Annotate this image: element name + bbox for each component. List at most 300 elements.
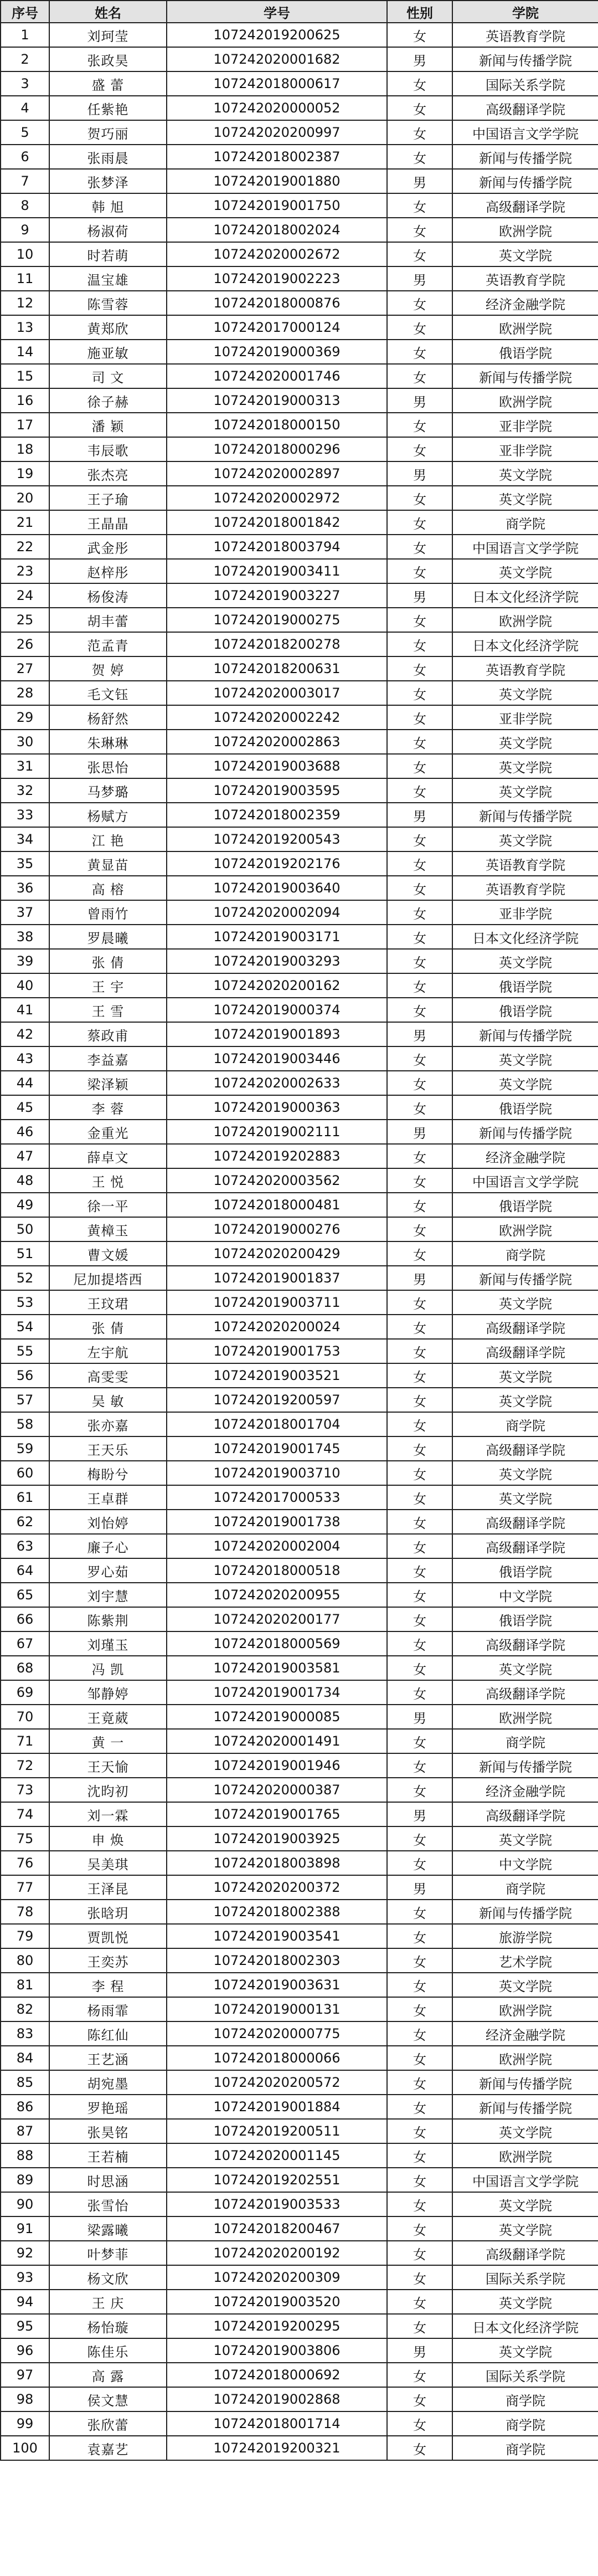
cell-name: 侯文慧 (49, 2387, 167, 2411)
cell-college: 新闻与传播学院 (452, 169, 598, 193)
cell-serial-number: 3 (1, 71, 49, 96)
cell-gender: 女 (387, 1412, 452, 1436)
table-row (1, 437, 598, 461)
cell-college: 英文学院 (452, 778, 598, 803)
cell-name: 尼加提塔西 (49, 1266, 167, 1290)
cell-student-id: 107242020002004 (167, 1534, 387, 1558)
table-row (1, 1315, 598, 1339)
cell-serial-number: 33 (1, 803, 49, 827)
cell-college: 欧洲学院 (452, 388, 598, 413)
cell-college: 商学院 (452, 2387, 598, 2411)
cell-gender: 女 (387, 2363, 452, 2387)
cell-student-id: 107242020002672 (167, 242, 387, 266)
cell-name: 江 艳 (49, 827, 167, 851)
cell-college: 英文学院 (452, 461, 598, 486)
cell-gender: 女 (387, 730, 452, 754)
cell-name: 朱琳琳 (49, 730, 167, 754)
cell-name: 杨赋方 (49, 803, 167, 827)
table-body (1, 23, 598, 2460)
cell-student-id: 107242018002024 (167, 218, 387, 242)
table-row (1, 2119, 598, 2143)
cell-name: 张亦嘉 (49, 1412, 167, 1436)
cell-serial-number: 72 (1, 1753, 49, 1778)
table-row (1, 1144, 598, 1168)
cell-name: 蔡政甫 (49, 1022, 167, 1046)
cell-name: 高 榕 (49, 876, 167, 900)
cell-serial-number: 91 (1, 2216, 49, 2241)
cell-name: 张政昊 (49, 47, 167, 71)
cell-serial-number: 10 (1, 242, 49, 266)
cell-serial-number: 13 (1, 315, 49, 340)
cell-college: 经济金融学院 (452, 291, 598, 315)
cell-name: 高雯雯 (49, 1363, 167, 1388)
cell-college: 英文学院 (452, 827, 598, 851)
cell-college: 国际关系学院 (452, 71, 598, 96)
table-row (1, 1826, 598, 1851)
cell-college: 英文学院 (452, 1290, 598, 1315)
cell-gender: 女 (387, 340, 452, 364)
cell-student-id: 107242019001946 (167, 1753, 387, 1778)
cell-serial-number: 87 (1, 2119, 49, 2143)
cell-gender: 女 (387, 2290, 452, 2314)
cell-college: 商学院 (452, 2436, 598, 2460)
cell-college: 亚非学院 (452, 413, 598, 437)
table-row (1, 2363, 598, 2387)
cell-name: 袁嘉艺 (49, 2436, 167, 2460)
cell-serial-number: 68 (1, 1656, 49, 1680)
cell-college: 日本文化经济学院 (452, 583, 598, 608)
header-gender: 性别 (387, 1, 452, 23)
cell-gender: 女 (387, 1363, 452, 1388)
cell-college: 俄语学院 (452, 1193, 598, 1217)
table-row (1, 1802, 598, 1826)
cell-gender: 女 (387, 827, 452, 851)
table-row (1, 876, 598, 900)
cell-gender: 女 (387, 608, 452, 632)
cell-student-id: 107242019001738 (167, 1510, 387, 1534)
cell-college: 英文学院 (452, 2216, 598, 2241)
cell-college: 俄语学院 (452, 973, 598, 998)
cell-name: 温宝雄 (49, 266, 167, 291)
table-row (1, 2436, 598, 2460)
cell-college: 经济金融学院 (452, 1778, 598, 1802)
cell-serial-number: 51 (1, 1241, 49, 1266)
cell-gender: 女 (387, 145, 452, 169)
cell-name: 黄樟玉 (49, 1217, 167, 1241)
cell-college: 高级翻译学院 (452, 1510, 598, 1534)
table-row (1, 1656, 598, 1680)
cell-serial-number: 80 (1, 1948, 49, 1973)
table-row (1, 193, 598, 218)
cell-gender: 女 (387, 193, 452, 218)
cell-college: 英语教育学院 (452, 23, 598, 47)
cell-serial-number: 57 (1, 1388, 49, 1412)
cell-name: 王若楠 (49, 2143, 167, 2168)
cell-student-id: 107242019000131 (167, 1997, 387, 2021)
table-row (1, 535, 598, 559)
cell-student-id: 107242020200372 (167, 1875, 387, 1900)
table-row (1, 2021, 598, 2046)
cell-college: 中国语言文学学院 (452, 1168, 598, 1193)
cell-name: 王晶晶 (49, 510, 167, 535)
cell-college: 英文学院 (452, 1973, 598, 1997)
cell-name: 陈佳乐 (49, 2338, 167, 2363)
cell-gender: 男 (387, 1266, 452, 1290)
table-row (1, 1753, 598, 1778)
cell-name: 申 焕 (49, 1826, 167, 1851)
cell-student-id: 107242019000363 (167, 1095, 387, 1120)
cell-serial-number: 11 (1, 266, 49, 291)
cell-student-id: 107242019003227 (167, 583, 387, 608)
cell-college: 高级翻译学院 (452, 1315, 598, 1339)
cell-student-id: 107242019002868 (167, 2387, 387, 2411)
cell-name: 王天乐 (49, 1436, 167, 1461)
cell-college: 英文学院 (452, 1461, 598, 1485)
cell-serial-number: 35 (1, 851, 49, 876)
cell-gender: 女 (387, 364, 452, 388)
table-row (1, 1412, 598, 1436)
cell-college: 英文学院 (452, 1485, 598, 1510)
cell-name: 陈雪蓉 (49, 291, 167, 315)
table-row (1, 1510, 598, 1534)
cell-serial-number: 24 (1, 583, 49, 608)
cell-college: 英语教育学院 (452, 266, 598, 291)
cell-gender: 女 (387, 96, 452, 120)
cell-student-id: 107242018000066 (167, 2046, 387, 2070)
table-row (1, 1607, 598, 1631)
table-row (1, 681, 598, 705)
cell-student-id: 107242018002303 (167, 1948, 387, 1973)
cell-name: 杨雨霏 (49, 1997, 167, 2021)
cell-name: 任紫艳 (49, 96, 167, 120)
table-row (1, 1266, 598, 1290)
cell-name: 薛卓文 (49, 1144, 167, 1168)
table-row (1, 1436, 598, 1461)
table-row (1, 2314, 598, 2338)
cell-student-id: 107242018000481 (167, 1193, 387, 1217)
cell-student-id: 107242019200295 (167, 2314, 387, 2338)
cell-college: 英文学院 (452, 1363, 598, 1388)
cell-college: 欧洲学院 (452, 315, 598, 340)
cell-student-id: 107242018000518 (167, 1558, 387, 1583)
cell-student-id: 107242019200597 (167, 1388, 387, 1412)
cell-name: 徐子赫 (49, 388, 167, 413)
cell-student-id: 107242019003688 (167, 754, 387, 778)
cell-name: 罗艳瑶 (49, 2095, 167, 2119)
cell-student-id: 107242019000374 (167, 998, 387, 1022)
cell-serial-number: 31 (1, 754, 49, 778)
cell-serial-number: 23 (1, 559, 49, 583)
cell-serial-number: 93 (1, 2265, 49, 2290)
cell-student-id: 107242019000276 (167, 1217, 387, 1241)
cell-student-id: 107242018001714 (167, 2411, 387, 2436)
cell-gender: 女 (387, 754, 452, 778)
cell-college: 英文学院 (452, 559, 598, 583)
cell-college: 商学院 (452, 2411, 598, 2436)
cell-serial-number: 39 (1, 949, 49, 973)
cell-name: 王卓群 (49, 1485, 167, 1510)
table-row (1, 827, 598, 851)
cell-gender: 男 (387, 388, 452, 413)
cell-gender: 女 (387, 900, 452, 925)
cell-gender: 女 (387, 1339, 452, 1363)
cell-gender: 女 (387, 2192, 452, 2216)
cell-name: 李 程 (49, 1973, 167, 1997)
cell-college: 俄语学院 (452, 1607, 598, 1631)
table-row (1, 120, 598, 145)
cell-serial-number: 45 (1, 1095, 49, 1120)
cell-gender: 女 (387, 1290, 452, 1315)
cell-name: 张 倩 (49, 1315, 167, 1339)
cell-name: 左宇航 (49, 1339, 167, 1363)
cell-serial-number: 4 (1, 96, 49, 120)
table-row (1, 608, 598, 632)
cell-serial-number: 54 (1, 1315, 49, 1339)
cell-name: 潘 颖 (49, 413, 167, 437)
cell-student-id: 107242020003017 (167, 681, 387, 705)
cell-gender: 女 (387, 2143, 452, 2168)
cell-college: 欧洲学院 (452, 218, 598, 242)
cell-college: 高级翻译学院 (452, 1802, 598, 1826)
cell-serial-number: 56 (1, 1363, 49, 1388)
cell-student-id: 107242018002388 (167, 1900, 387, 1924)
cell-college: 俄语学院 (452, 340, 598, 364)
cell-serial-number: 34 (1, 827, 49, 851)
cell-gender: 女 (387, 2095, 452, 2119)
cell-student-id: 107242018001704 (167, 1412, 387, 1436)
cell-student-id: 107242018003794 (167, 535, 387, 559)
table-row (1, 559, 598, 583)
cell-student-id: 107242019001745 (167, 1436, 387, 1461)
cell-gender: 女 (387, 1461, 452, 1485)
cell-serial-number: 55 (1, 1339, 49, 1363)
cell-college: 新闻与传播学院 (452, 1022, 598, 1046)
cell-serial-number: 97 (1, 2363, 49, 2387)
cell-name: 胡宛墨 (49, 2070, 167, 2095)
cell-college: 新闻与传播学院 (452, 1900, 598, 1924)
cell-serial-number: 29 (1, 705, 49, 730)
table-row (1, 1729, 598, 1753)
cell-serial-number: 65 (1, 1583, 49, 1607)
cell-name: 刘怡婷 (49, 1510, 167, 1534)
cell-serial-number: 60 (1, 1461, 49, 1485)
cell-student-id: 107242020002972 (167, 486, 387, 510)
cell-gender: 女 (387, 2241, 452, 2265)
cell-serial-number: 20 (1, 486, 49, 510)
cell-student-id: 107242019003411 (167, 559, 387, 583)
cell-gender: 女 (387, 778, 452, 803)
cell-serial-number: 12 (1, 291, 49, 315)
cell-gender: 女 (387, 559, 452, 583)
cell-name: 黄 一 (49, 1729, 167, 1753)
cell-name: 范孟青 (49, 632, 167, 656)
table-row (1, 1948, 598, 1973)
cell-student-id: 107242020001145 (167, 2143, 387, 2168)
cell-gender: 女 (387, 1753, 452, 1778)
cell-college: 新闻与传播学院 (452, 145, 598, 169)
cell-student-id: 107242019200543 (167, 827, 387, 851)
table-row (1, 754, 598, 778)
cell-college: 高级翻译学院 (452, 1631, 598, 1656)
cell-college: 高级翻译学院 (452, 1436, 598, 1461)
cell-college: 高级翻译学院 (452, 2241, 598, 2265)
cell-college: 英文学院 (452, 2290, 598, 2314)
cell-gender: 女 (387, 437, 452, 461)
cell-name: 陈红仙 (49, 2021, 167, 2046)
cell-college: 英文学院 (452, 754, 598, 778)
cell-student-id: 107242020000052 (167, 96, 387, 120)
cell-student-id: 107242017000124 (167, 315, 387, 340)
cell-serial-number: 66 (1, 1607, 49, 1631)
cell-gender: 男 (387, 169, 452, 193)
cell-name: 胡丰蕾 (49, 608, 167, 632)
cell-college: 日本文化经济学院 (452, 925, 598, 949)
header-college: 学院 (452, 1, 598, 23)
cell-student-id: 107242019003640 (167, 876, 387, 900)
cell-college: 新闻与传播学院 (452, 47, 598, 71)
table-row (1, 1071, 598, 1095)
cell-name: 邹静婷 (49, 1680, 167, 1705)
cell-gender: 女 (387, 120, 452, 145)
cell-gender: 女 (387, 486, 452, 510)
cell-college: 新闻与传播学院 (452, 1266, 598, 1290)
table-row (1, 730, 598, 754)
cell-name: 张欣蕾 (49, 2411, 167, 2436)
table-row (1, 1924, 598, 1948)
cell-serial-number: 63 (1, 1534, 49, 1558)
cell-serial-number: 88 (1, 2143, 49, 2168)
cell-name: 李 蓉 (49, 1095, 167, 1120)
cell-student-id: 107242019003631 (167, 1973, 387, 1997)
cell-student-id: 107242019003595 (167, 778, 387, 803)
cell-name: 张思怡 (49, 754, 167, 778)
cell-student-id: 107242019001753 (167, 1339, 387, 1363)
cell-college: 经济金融学院 (452, 2021, 598, 2046)
cell-gender: 女 (387, 2436, 452, 2460)
table-row (1, 2387, 598, 2411)
table-row (1, 413, 598, 437)
cell-college: 商学院 (452, 1412, 598, 1436)
cell-serial-number: 8 (1, 193, 49, 218)
cell-college: 高级翻译学院 (452, 193, 598, 218)
cell-student-id: 107242018000150 (167, 413, 387, 437)
cell-name: 刘瑾玉 (49, 1631, 167, 1656)
table-row (1, 218, 598, 242)
cell-gender: 女 (387, 1485, 452, 1510)
cell-college: 英文学院 (452, 2192, 598, 2216)
cell-name: 赵梓彤 (49, 559, 167, 583)
cell-serial-number: 30 (1, 730, 49, 754)
cell-college: 商学院 (452, 510, 598, 535)
cell-student-id: 107242018000876 (167, 291, 387, 315)
cell-college: 新闻与传播学院 (452, 364, 598, 388)
cell-college: 俄语学院 (452, 1095, 598, 1120)
cell-serial-number: 52 (1, 1266, 49, 1290)
cell-gender: 女 (387, 851, 452, 876)
cell-serial-number: 61 (1, 1485, 49, 1510)
table-row (1, 2290, 598, 2314)
cell-student-id: 107242019003541 (167, 1924, 387, 1948)
cell-gender: 女 (387, 2314, 452, 2338)
cell-student-id: 107242019003446 (167, 1046, 387, 1071)
cell-name: 梁露曦 (49, 2216, 167, 2241)
cell-serial-number: 26 (1, 632, 49, 656)
cell-serial-number: 21 (1, 510, 49, 535)
cell-student-id: 107242017000533 (167, 1485, 387, 1510)
cell-college: 亚非学院 (452, 900, 598, 925)
cell-gender: 女 (387, 705, 452, 730)
table-row (1, 2265, 598, 2290)
cell-serial-number: 89 (1, 2168, 49, 2192)
table-row (1, 583, 598, 608)
table-row (1, 949, 598, 973)
cell-college: 新闻与传播学院 (452, 803, 598, 827)
cell-serial-number: 95 (1, 2314, 49, 2338)
cell-gender: 女 (387, 1217, 452, 1241)
table-row (1, 2338, 598, 2363)
cell-student-id: 107242019200321 (167, 2436, 387, 2460)
cell-name: 王 悦 (49, 1168, 167, 1193)
cell-gender: 女 (387, 1241, 452, 1266)
cell-gender: 女 (387, 413, 452, 437)
cell-gender: 女 (387, 1851, 452, 1875)
cell-name: 杨怡璇 (49, 2314, 167, 2338)
cell-serial-number: 99 (1, 2411, 49, 2436)
cell-name: 梁泽颖 (49, 1071, 167, 1095)
table-row (1, 632, 598, 656)
table-row (1, 1534, 598, 1558)
cell-college: 英文学院 (452, 1656, 598, 1680)
cell-name: 杨俊涛 (49, 583, 167, 608)
table-row (1, 1778, 598, 1802)
cell-name: 王奕苏 (49, 1948, 167, 1973)
cell-gender: 女 (387, 2119, 452, 2143)
cell-gender: 女 (387, 1046, 452, 1071)
table-row (1, 900, 598, 925)
cell-serial-number: 25 (1, 608, 49, 632)
cell-gender: 男 (387, 1120, 452, 1144)
cell-name: 施亚敏 (49, 340, 167, 364)
cell-name: 刘一霖 (49, 1802, 167, 1826)
cell-college: 商学院 (452, 1241, 598, 1266)
cell-student-id: 107242019000275 (167, 608, 387, 632)
cell-college: 英文学院 (452, 1071, 598, 1095)
cell-gender: 女 (387, 2411, 452, 2436)
table-row (1, 315, 598, 340)
cell-name: 王 宇 (49, 973, 167, 998)
header-name: 姓名 (49, 1, 167, 23)
cell-name: 曹文媛 (49, 1241, 167, 1266)
table-row (1, 2192, 598, 2216)
table-row (1, 1583, 598, 1607)
table-row (1, 1705, 598, 1729)
cell-student-id: 107242018003898 (167, 1851, 387, 1875)
cell-serial-number: 42 (1, 1022, 49, 1046)
cell-college: 经济金融学院 (452, 1144, 598, 1168)
cell-name: 韩 旭 (49, 193, 167, 218)
cell-student-id: 107242020200309 (167, 2265, 387, 2290)
cell-serial-number: 81 (1, 1973, 49, 1997)
cell-college: 英文学院 (452, 242, 598, 266)
cell-student-id: 107242020200192 (167, 2241, 387, 2265)
cell-student-id: 107242018000569 (167, 1631, 387, 1656)
cell-serial-number: 2 (1, 47, 49, 71)
cell-college: 亚非学院 (452, 437, 598, 461)
cell-student-id: 107242019001837 (167, 1266, 387, 1290)
cell-name: 黄郑欣 (49, 315, 167, 340)
cell-student-id: 107242020001746 (167, 364, 387, 388)
cell-gender: 女 (387, 1144, 452, 1168)
